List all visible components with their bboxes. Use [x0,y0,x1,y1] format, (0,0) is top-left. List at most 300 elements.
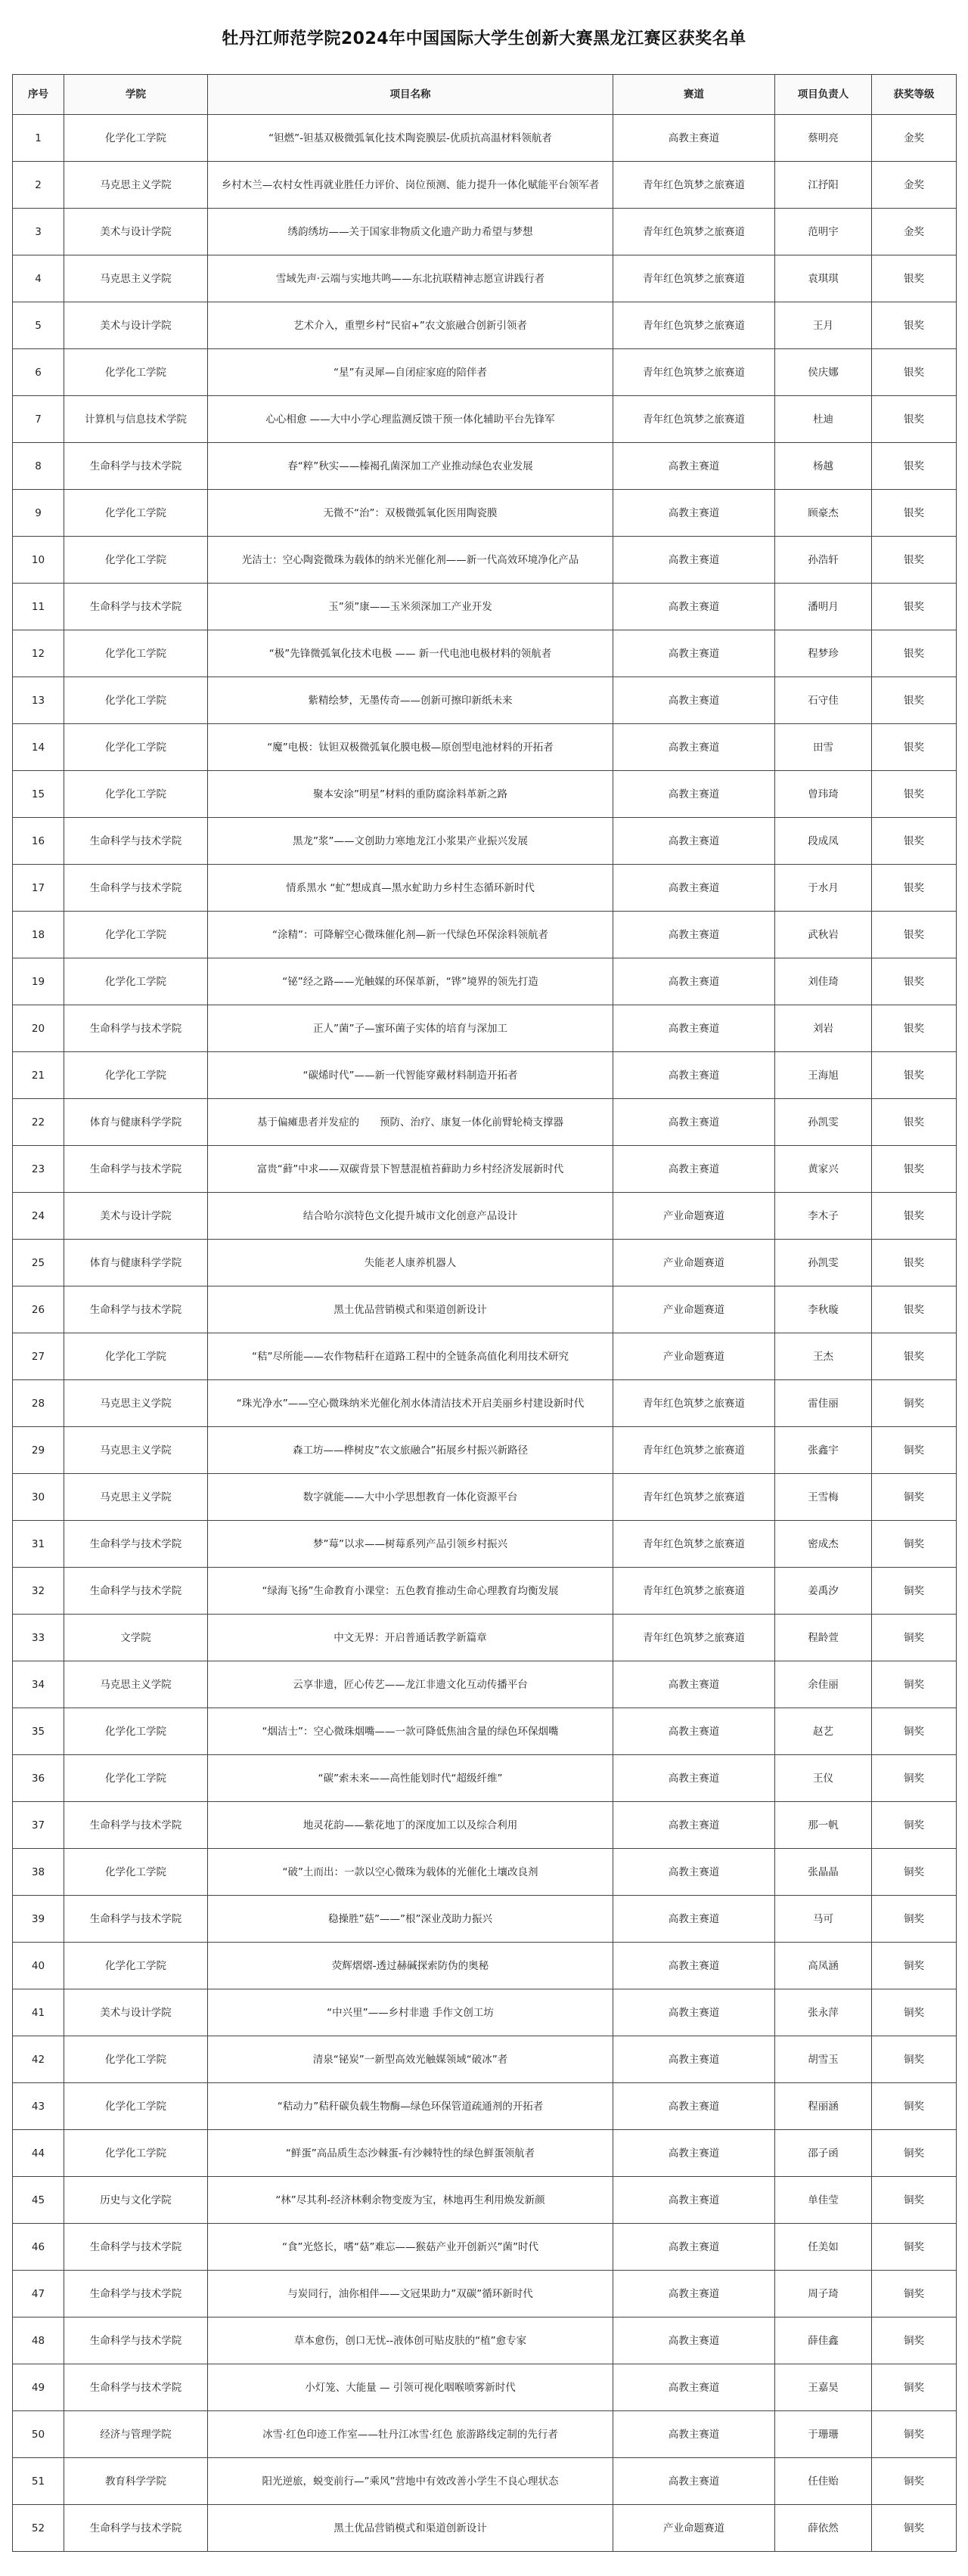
cell-no: 23 [13,1146,64,1193]
cell-track: 青年红色筑梦之旅赛道 [613,349,775,396]
cell-no: 6 [13,349,64,396]
cell-leader: 赵艺 [775,1708,872,1755]
cell-track: 高教主赛道 [613,115,775,162]
cell-leader: 袁琪琪 [775,255,872,302]
cell-track: 高教主赛道 [613,1896,775,1943]
cell-award: 铜奖 [872,2177,957,2224]
cell-track: 高教主赛道 [613,677,775,724]
cell-no: 7 [13,396,64,443]
cell-award: 银奖 [872,677,957,724]
cell-college: 化学化工学院 [64,1943,208,1989]
cell-no: 36 [13,1755,64,1802]
cell-no: 8 [13,443,64,490]
cell-award: 银奖 [872,1099,957,1146]
cell-track: 高教主赛道 [613,584,775,630]
cell-no: 32 [13,1568,64,1615]
table-row [13,2317,957,2364]
cell-no: 1 [13,115,64,162]
cell-award: 银奖 [872,818,957,865]
cell-leader: 江抒阳 [775,162,872,209]
cell-leader: 孙浩轩 [775,537,872,584]
header-track: 赛道 [613,75,775,115]
cell-award: 铜奖 [872,2083,957,2130]
cell-track: 高教主赛道 [613,1849,775,1896]
cell-college: 化学化工学院 [64,2130,208,2177]
cell-award: 银奖 [872,537,957,584]
table-row [13,1661,957,1708]
cell-leader: 蔡明亮 [775,115,872,162]
cell-project: “烟洁士”：空心微珠烟嘴——一款可降低焦油含量的绿色环保烟嘴 [208,1708,613,1755]
table-row [13,1615,957,1661]
cell-no: 50 [13,2411,64,2458]
cell-award: 银奖 [872,1333,957,1380]
table-row [13,1474,957,1521]
cell-award: 铜奖 [872,1474,957,1521]
table-row [13,2364,957,2411]
cell-no: 47 [13,2271,64,2317]
cell-project: 玉”须”康——玉米须深加工产业开发 [208,584,613,630]
cell-track: 高教主赛道 [613,2130,775,2177]
cell-award: 银奖 [872,1146,957,1193]
header-leader: 项目负责人 [775,75,872,115]
cell-no: 27 [13,1333,64,1380]
table-row [13,1708,957,1755]
cell-leader: 李秋璇 [775,1286,872,1333]
cell-track: 青年红色筑梦之旅赛道 [613,255,775,302]
cell-leader: 田雪 [775,724,872,771]
cell-leader: 王杰 [775,1333,872,1380]
table-row [13,630,957,677]
cell-track: 高教主赛道 [613,2411,775,2458]
cell-college: 经济与管理学院 [64,2411,208,2458]
cell-project: 荧辉熠熠-透过赫碱探索防伪的奥秘 [208,1943,613,1989]
cell-leader: 周子琦 [775,2271,872,2317]
cell-project: “星”有灵犀—自闭症家庭的陪伴者 [208,349,613,396]
cell-college: 化学化工学院 [64,1333,208,1380]
table-row [13,2271,957,2317]
cell-college: 马克思主义学院 [64,162,208,209]
cell-leader: 王海旭 [775,1052,872,1099]
cell-no: 51 [13,2458,64,2505]
table-row [13,255,957,302]
cell-track: 青年红色筑梦之旅赛道 [613,1521,775,1568]
table-row [13,302,957,349]
cell-project: 心心相愈 ——大中小学心理监测反馈干预一体化辅助平台先锋军 [208,396,613,443]
cell-leader: 程丽涵 [775,2083,872,2130]
cell-track: 高教主赛道 [613,1146,775,1193]
cell-no: 38 [13,1849,64,1896]
cell-project: 阳光逆旅，蜕变前行—”乘风”营地中有效改善小学生不良心理状态 [208,2458,613,2505]
cell-no: 45 [13,2177,64,2224]
table-row [13,1521,957,1568]
cell-college: 马克思主义学院 [64,1427,208,1474]
cell-no: 24 [13,1193,64,1240]
cell-leader: 雷佳丽 [775,1380,872,1427]
cell-no: 14 [13,724,64,771]
cell-leader: 潘明月 [775,584,872,630]
cell-leader: 姜禹汐 [775,1568,872,1615]
cell-college: 生命科学与技术学院 [64,1146,208,1193]
header-award: 获奖等级 [872,75,957,115]
cell-award: 银奖 [872,584,957,630]
cell-track: 高教主赛道 [613,2036,775,2083]
cell-leader: 黄家兴 [775,1146,872,1193]
table-row [13,1849,957,1896]
cell-project: “食”光悠长，嗜“菇”难忘——猴菇产业开创新兴”菌”时代 [208,2224,613,2271]
cell-no: 25 [13,1240,64,1286]
cell-college: 化学化工学院 [64,349,208,396]
cell-award: 银奖 [872,490,957,537]
cell-no: 18 [13,912,64,958]
cell-track: 高教主赛道 [613,2364,775,2411]
cell-project: 小灯笼、大能量 — 引领可视化咽喉喷雾新时代 [208,2364,613,2411]
cell-leader: 王嘉昊 [775,2364,872,2411]
cell-no: 11 [13,584,64,630]
document-title: 牡丹江师范学院2024年中国国际大学生创新大赛黑龙江赛区获奖名单 [222,29,746,48]
cell-project: 与炭同行，油你相伴——文冠果助力”双碳”循环新时代 [208,2271,613,2317]
cell-award: 铜奖 [872,1896,957,1943]
cell-leader: 于水月 [775,865,872,912]
cell-track: 高教主赛道 [613,865,775,912]
cell-no: 30 [13,1474,64,1521]
cell-project: 黑土优品营销模式和渠道创新设计 [208,2505,613,2552]
table-row [13,1333,957,1380]
cell-college: 美术与设计学院 [64,302,208,349]
cell-project: 聚本安涂”明星”材料的重防腐涂料革新之路 [208,771,613,818]
cell-leader: 石守佳 [775,677,872,724]
cell-college: 生命科学与技术学院 [64,2505,208,2552]
cell-leader: 余佳丽 [775,1661,872,1708]
cell-leader: 曾玮琦 [775,771,872,818]
cell-award: 铜奖 [872,1568,957,1615]
cell-no: 42 [13,2036,64,2083]
cell-leader: 马可 [775,1896,872,1943]
cell-project: “碳”索未来——高性能划时代“超级纤维” [208,1755,613,1802]
cell-no: 22 [13,1099,64,1146]
cell-college: 化学化工学院 [64,958,208,1005]
cell-project: 乡村木兰—农村女性再就业胜任力评价、岗位预测、能力提升一体化赋能平台领军者 [208,162,613,209]
cell-college: 生命科学与技术学院 [64,2271,208,2317]
cell-leader: 胡雪玉 [775,2036,872,2083]
cell-project: 结合哈尔滨特色文化提升城市文化创意产品设计 [208,1193,613,1240]
cell-project: “钽燃”-钽基双极微弧氧化技术陶瓷膜层-优质抗高温材料领航者 [208,115,613,162]
cell-award: 铜奖 [872,2317,957,2364]
cell-award: 铜奖 [872,2224,957,2271]
cell-project: 艺术介入，重塑乡村“民宿+”农文旅融合创新引领者 [208,302,613,349]
cell-award: 铜奖 [872,2458,957,2505]
table-row [13,865,957,912]
cell-leader: 李木子 [775,1193,872,1240]
cell-leader: 杜迪 [775,396,872,443]
cell-leader: 那一帆 [775,1802,872,1849]
cell-track: 青年红色筑梦之旅赛道 [613,1615,775,1661]
cell-track: 高教主赛道 [613,818,775,865]
cell-no: 40 [13,1943,64,1989]
table-row [13,912,957,958]
table-row [13,1427,957,1474]
cell-leader: 邵子函 [775,2130,872,2177]
cell-award: 银奖 [872,255,957,302]
cell-leader: 任佳贻 [775,2458,872,2505]
cell-award: 金奖 [872,162,957,209]
cell-leader: 刘岩 [775,1005,872,1052]
cell-leader: 密成杰 [775,1521,872,1568]
cell-award: 铜奖 [872,1849,957,1896]
cell-leader: 于珊珊 [775,2411,872,2458]
cell-college: 化学化工学院 [64,1849,208,1896]
table-row [13,771,957,818]
cell-no: 9 [13,490,64,537]
cell-award: 银奖 [872,958,957,1005]
cell-track: 青年红色筑梦之旅赛道 [613,209,775,255]
cell-project: “绿海飞扬”生命教育小课堂：五色教育推动生命心理教育均衡发展 [208,1568,613,1615]
cell-award: 金奖 [872,209,957,255]
cell-project: “碳烯时代”——新一代智能穿戴材料制造开拓者 [208,1052,613,1099]
cell-track: 高教主赛道 [613,1755,775,1802]
cell-award: 铜奖 [872,1755,957,1802]
cell-college: 化学化工学院 [64,1755,208,1802]
cell-no: 17 [13,865,64,912]
table-row [13,1568,957,1615]
cell-project: 云享非遗，匠心传艺——龙江非遗文化互动传播平台 [208,1661,613,1708]
cell-leader: 侯庆娜 [775,349,872,396]
cell-track: 高教主赛道 [613,1708,775,1755]
cell-award: 银奖 [872,443,957,490]
table-row [13,1943,957,1989]
cell-track: 产业命题赛道 [613,1193,775,1240]
cell-award: 银奖 [872,1052,957,1099]
cell-award: 铜奖 [872,1943,957,1989]
cell-college: 化学化工学院 [64,724,208,771]
cell-award: 银奖 [872,865,957,912]
cell-college: 化学化工学院 [64,771,208,818]
cell-college: 马克思主义学院 [64,1661,208,1708]
cell-track: 产业命题赛道 [613,2505,775,2552]
table-row [13,2036,957,2083]
cell-no: 13 [13,677,64,724]
cell-no: 44 [13,2130,64,2177]
cell-project: 冰雪·红色印迹工作室——牡丹江冰雪·红色 旅游路线定制的先行者 [208,2411,613,2458]
cell-project: “中兴里”——乡村非遗 手作文创工坊 [208,1989,613,2036]
table-row [13,490,957,537]
cell-track: 青年红色筑梦之旅赛道 [613,1380,775,1427]
cell-college: 历史与文化学院 [64,2177,208,2224]
table-row [13,724,957,771]
cell-leader: 张晶晶 [775,1849,872,1896]
cell-college: 体育与健康科学学院 [64,1240,208,1286]
cell-college: 生命科学与技术学院 [64,1005,208,1052]
cell-track: 高教主赛道 [613,2271,775,2317]
cell-project: “珠光净水”——空心微珠纳米光催化剂水体清洁技术开启美丽乡村建设新时代 [208,1380,613,1427]
table-row [13,958,957,1005]
table-row [13,1380,957,1427]
cell-track: 高教主赛道 [613,1661,775,1708]
cell-leader: 顾豪杰 [775,490,872,537]
cell-college: 文学院 [64,1615,208,1661]
cell-college: 化学化工学院 [64,1052,208,1099]
cell-project: 无微不“治”：双极微弧氧化医用陶瓷膜 [208,490,613,537]
cell-project: 光洁士：空心陶瓷微珠为载体的纳米光催化剂——新一代高效环境净化产品 [208,537,613,584]
cell-track: 高教主赛道 [613,490,775,537]
cell-no: 15 [13,771,64,818]
cell-college: 生命科学与技术学院 [64,2364,208,2411]
cell-no: 21 [13,1052,64,1099]
cell-project: “破”土而出：一款以空心微珠为载体的光催化土壤改良剂 [208,1849,613,1896]
header-no: 序号 [13,75,64,115]
cell-award: 铜奖 [872,1989,957,2036]
cell-leader: 杨越 [775,443,872,490]
table-row [13,1896,957,1943]
table-row [13,396,957,443]
cell-leader: 段成凤 [775,818,872,865]
cell-track: 高教主赛道 [613,2458,775,2505]
cell-award: 铜奖 [872,2130,957,2177]
table-row [13,2177,957,2224]
cell-track: 高教主赛道 [613,2317,775,2364]
cell-track: 高教主赛道 [613,958,775,1005]
cell-track: 青年红色筑梦之旅赛道 [613,1568,775,1615]
table-row [13,2505,957,2552]
cell-college: 化学化工学院 [64,1708,208,1755]
cell-project: 梦”莓”以求——树莓系列产品引领乡村振兴 [208,1521,613,1568]
cell-no: 48 [13,2317,64,2364]
header-project: 项目名称 [208,75,613,115]
cell-track: 青年红色筑梦之旅赛道 [613,302,775,349]
cell-college: 马克思主义学院 [64,1474,208,1521]
table-row [13,1755,957,1802]
cell-leader: 孙凯雯 [775,1099,872,1146]
cell-track: 高教主赛道 [613,1099,775,1146]
cell-project: 中文无界：开启普通话教学新篇章 [208,1615,613,1661]
cell-project: “铋”经之路——光触媒的环保革新，“铧”境界的领先打造 [208,958,613,1005]
cell-award: 铜奖 [872,1708,957,1755]
cell-award: 银奖 [872,1005,957,1052]
cell-leader: 张鑫宇 [775,1427,872,1474]
cell-leader: 范明宇 [775,209,872,255]
cell-track: 高教主赛道 [613,2083,775,2130]
cell-college: 化学化工学院 [64,2083,208,2130]
table-row [13,677,957,724]
cell-college: 化学化工学院 [64,2036,208,2083]
cell-no: 37 [13,1802,64,1849]
table-header-row [13,75,957,115]
cell-project: “涂精”：可降解空心微珠催化剂—新一代绿色环保涂料领航者 [208,912,613,958]
table-row [13,2458,957,2505]
table-row [13,2224,957,2271]
table-row [13,2411,957,2458]
cell-college: 美术与设计学院 [64,1989,208,2036]
cell-project: 绣韵绣坊——关于国家非物质文化遗产助力希望与梦想 [208,209,613,255]
cell-leader: 任美如 [775,2224,872,2271]
table-row [13,209,957,255]
cell-college: 化学化工学院 [64,912,208,958]
cell-project: 数字就能——大中小学思想教育一体化资源平台 [208,1474,613,1521]
cell-no: 2 [13,162,64,209]
cell-project: 草本愈伤，创口无忧--液体创可贴皮肤的“植”愈专家 [208,2317,613,2364]
table-row [13,1005,957,1052]
cell-college: 生命科学与技术学院 [64,1521,208,1568]
cell-project: 雪域先声·云端与实地共鸣——东北抗联精神志愿宣讲践行者 [208,255,613,302]
cell-college: 生命科学与技术学院 [64,1286,208,1333]
cell-leader: 程梦珍 [775,630,872,677]
cell-track: 高教主赛道 [613,724,775,771]
table-row [13,1052,957,1099]
cell-leader: 程龄萱 [775,1615,872,1661]
cell-college: 生命科学与技术学院 [64,818,208,865]
cell-award: 银奖 [872,912,957,958]
cell-project: 紫精绘梦，无墨传奇——创新可擦印新纸未来 [208,677,613,724]
cell-no: 43 [13,2083,64,2130]
cell-project: “鲜蛋”高品质生态沙棘蛋-有沙棘特性的绿色鲜蛋领航者 [208,2130,613,2177]
table-row [13,2083,957,2130]
cell-project: 正人”菌”子—蜜环菌子实体的培育与深加工 [208,1005,613,1052]
cell-track: 产业命题赛道 [613,1286,775,1333]
cell-leader: 王仪 [775,1755,872,1802]
cell-project: “极”先锋微弧氧化技术电极 —— 新一代电池电极材料的领航者 [208,630,613,677]
cell-award: 银奖 [872,396,957,443]
cell-award: 铜奖 [872,1380,957,1427]
cell-no: 34 [13,1661,64,1708]
table-row [13,1802,957,1849]
cell-track: 产业命题赛道 [613,1333,775,1380]
cell-college: 美术与设计学院 [64,1193,208,1240]
cell-track: 青年红色筑梦之旅赛道 [613,1474,775,1521]
cell-track: 高教主赛道 [613,2177,775,2224]
table-row [13,162,957,209]
cell-college: 马克思主义学院 [64,1380,208,1427]
cell-no: 52 [13,2505,64,2552]
cell-no: 26 [13,1286,64,1333]
cell-no: 46 [13,2224,64,2271]
table-row [13,115,957,162]
cell-project: 黑龙”浆”——文创助力寒地龙江小浆果产业振兴发展 [208,818,613,865]
cell-no: 31 [13,1521,64,1568]
cell-award: 银奖 [872,1286,957,1333]
cell-college: 美术与设计学院 [64,209,208,255]
cell-award: 银奖 [872,1240,957,1286]
cell-leader: 单佳莹 [775,2177,872,2224]
cell-project: 情系黑水 “虻”想成真—黑水虻助力乡村生态循环新时代 [208,865,613,912]
cell-college: 化学化工学院 [64,537,208,584]
cell-no: 19 [13,958,64,1005]
cell-leader: 薛佳鑫 [775,2317,872,2364]
cell-no: 28 [13,1380,64,1427]
cell-college: 生命科学与技术学院 [64,2317,208,2364]
cell-no: 10 [13,537,64,584]
cell-award: 铜奖 [872,1427,957,1474]
cell-project: 春“粹”秋实——榛褐孔菌深加工产业推动绿色农业发展 [208,443,613,490]
cell-college: 生命科学与技术学院 [64,443,208,490]
cell-no: 39 [13,1896,64,1943]
cell-no: 29 [13,1427,64,1474]
cell-project: 失能老人康养机器人 [208,1240,613,1286]
cell-leader: 孙凯雯 [775,1240,872,1286]
table-row [13,584,957,630]
cell-award: 铜奖 [872,1802,957,1849]
cell-college: 教育科学学院 [64,2458,208,2505]
cell-track: 高教主赛道 [613,771,775,818]
table-row [13,818,957,865]
table-row [13,1240,957,1286]
cell-award: 铜奖 [872,2036,957,2083]
cell-college: 体育与健康科学学院 [64,1099,208,1146]
header-college: 学院 [64,75,208,115]
cell-college: 马克思主义学院 [64,255,208,302]
cell-leader: 武秋岩 [775,912,872,958]
cell-no: 20 [13,1005,64,1052]
cell-no: 33 [13,1615,64,1661]
cell-track: 产业命题赛道 [613,1240,775,1286]
